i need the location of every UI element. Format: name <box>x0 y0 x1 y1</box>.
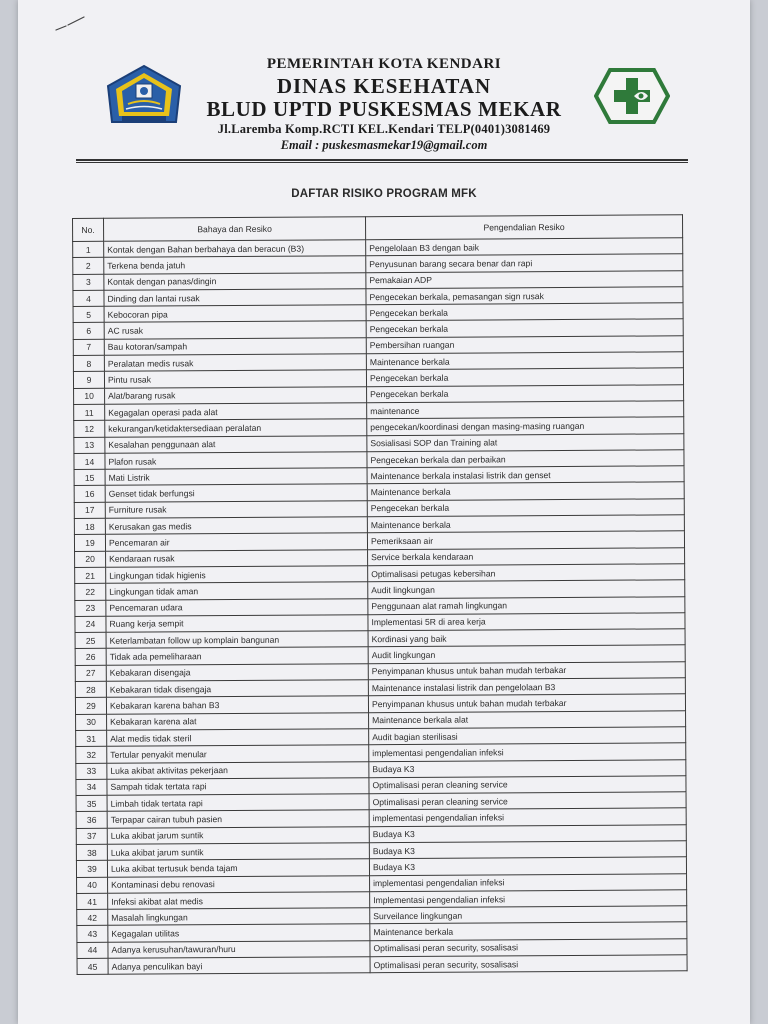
control-cell: Pengecekan berkala <box>366 319 683 337</box>
hazard-cell: Kebocoran pipa <box>104 305 366 323</box>
hazard-cell: Kontak dengan panas/dingin <box>104 272 366 290</box>
row-number: 38 <box>76 844 107 860</box>
row-number: 30 <box>76 714 107 730</box>
control-cell: Budaya K3 <box>369 841 686 859</box>
row-number: 26 <box>75 649 106 665</box>
control-cell: Maintenance berkala <box>366 352 683 370</box>
control-cell: Penyimpanan khusus untuk bahan mudah terbakar <box>368 694 685 712</box>
control-cell: Pengecekan berkala, pemasangan sign rusak <box>366 287 683 305</box>
hazard-cell: Terpapar cairan tubuh pasien <box>107 810 369 828</box>
control-cell: Maintenance berkala <box>367 515 684 533</box>
row-number: 24 <box>75 616 106 632</box>
control-cell: Audit lingkungan <box>368 645 685 663</box>
table-row <box>77 955 687 975</box>
control-cell: Implementasi pengendalian infeksi <box>370 890 687 908</box>
column-header-control: Pengendalian Resiko <box>365 215 682 240</box>
row-number: 5 <box>73 306 104 322</box>
row-number: 8 <box>73 355 104 371</box>
control-cell: Optimalisasi peran cleaning service <box>369 792 686 810</box>
control-cell: Maintenance berkala <box>367 482 684 500</box>
control-cell: Budaya K3 <box>369 824 686 842</box>
control-cell: Budaya K3 <box>369 759 686 777</box>
row-number: 32 <box>76 747 107 763</box>
row-number: 14 <box>74 453 105 469</box>
control-cell: Optimalisasi peran cleaning service <box>369 776 686 794</box>
hazard-cell: Tertular penyakit menular <box>107 745 369 763</box>
hazard-cell: Adanya kerusuhan/tawuran/huru <box>108 940 370 958</box>
control-cell: pengecekan/koordinasi dengan masing-masing ruangan <box>367 417 684 435</box>
hazard-cell: Kebakaran tidak disengaja <box>106 680 368 698</box>
row-number: 3 <box>73 274 104 290</box>
control-cell: Pemakaian ADP <box>366 270 683 288</box>
control-cell: Audit bagian sterilisasi <box>369 727 686 745</box>
control-cell: Maintenance instalasi listrik dan pengelolaan B3 <box>368 678 685 696</box>
hazard-cell: Kontaminasi debu renovasi <box>108 875 370 893</box>
row-number: 16 <box>74 486 105 502</box>
hazard-cell: Luka akibat tertusuk benda tajam <box>107 859 369 877</box>
document-title: DAFTAR RISIKO PROGRAM MFK <box>291 188 477 200</box>
puskesmas-logo-icon <box>594 68 670 124</box>
row-number: 15 <box>74 469 105 485</box>
control-cell: Surveilance lingkungan <box>370 906 687 924</box>
control-cell: Maintenance berkala <box>370 922 687 940</box>
hazard-cell: Lingkungan tidak aman <box>106 582 368 600</box>
hazard-cell: Furniture rusak <box>105 500 367 518</box>
control-cell: Maintenance berkala instalasi listrik dan genset <box>367 466 684 484</box>
row-number: 25 <box>75 632 106 648</box>
control-cell: implementasi pengendalian infeksi <box>369 743 686 761</box>
letterhead <box>18 0 750 170</box>
hazard-cell: Plafon rusak <box>105 452 367 470</box>
row-number: 39 <box>76 861 107 877</box>
hazard-cell: Kebakaran disengaja <box>106 663 368 681</box>
control-cell: Implementasi 5R di area kerja <box>368 613 685 631</box>
hazard-cell: Kebakaran karena alat <box>107 712 369 730</box>
hazard-cell: Kesalahan penggunaan alat <box>105 435 367 453</box>
hazard-cell: Masalah lingkungan <box>108 908 370 926</box>
row-number: 34 <box>76 779 107 795</box>
control-cell: Audit lingkungan <box>368 580 685 598</box>
row-number: 18 <box>74 518 105 534</box>
control-cell: Sosialisasi SOP dan Training alat <box>367 433 684 451</box>
row-number: 10 <box>74 388 105 404</box>
control-cell: Penyusunan barang secara benar dan rapi <box>366 254 683 272</box>
hazard-cell: Sampah tidak tertata rapi <box>107 777 369 795</box>
hazard-cell: Genset tidak berfungsi <box>105 484 367 502</box>
row-number: 29 <box>75 698 106 714</box>
document-paper <box>18 0 750 1024</box>
header-divider <box>76 159 688 163</box>
row-number: 12 <box>74 421 105 437</box>
hazard-cell: Adanya penculikan bayi <box>108 957 370 975</box>
control-cell: Penyimpanan khusus untuk bahan mudah terbakar <box>368 661 685 679</box>
hazard-cell: Kebakaran karena bahan B3 <box>106 696 368 714</box>
hazard-cell: Alat/barang rusak <box>105 386 367 404</box>
row-number: 31 <box>76 730 107 746</box>
hazard-cell: Alat medis tidak steril <box>107 729 369 747</box>
control-cell: Penggunaan alat ramah lingkungan <box>368 596 685 614</box>
hazard-cell: Keterlambatan follow up komplain bangunan <box>106 631 368 649</box>
hazard-cell: Peralatan medis rusak <box>104 354 366 372</box>
hazard-cell: Kerusakan gas medis <box>105 517 367 535</box>
control-cell: Pembersihan ruangan <box>366 336 683 354</box>
hazard-cell: Pintu rusak <box>104 370 366 388</box>
control-cell: Pengecekan berkala <box>367 499 684 517</box>
row-number: 43 <box>77 926 108 942</box>
hazard-cell: kekurangan/ketidaktersediaan peralatan <box>105 419 367 437</box>
control-cell: implementasi pengendalian infeksi <box>370 873 687 891</box>
hazard-cell: Pencemaran air <box>105 533 367 551</box>
row-number: 2 <box>73 258 104 274</box>
control-cell: Optimalisasi peran security, sosalisasi <box>370 955 687 973</box>
header-institution-line: BLUD UPTD PUSKESMAS MEKAR <box>206 97 562 121</box>
control-cell: Budaya K3 <box>369 857 686 875</box>
row-number: 19 <box>74 535 105 551</box>
hazard-cell: Kegagalan utilitas <box>108 924 370 942</box>
hazard-cell: Pencemaran udara <box>106 598 368 616</box>
row-number: 33 <box>76 763 107 779</box>
row-number: 1 <box>73 241 104 257</box>
hazard-cell: Luka akibat jarum suntik <box>107 843 369 861</box>
header-agency-line: DINAS KESEHATAN <box>276 74 492 98</box>
row-number: 28 <box>75 681 106 697</box>
risk-table <box>72 214 688 975</box>
row-number: 42 <box>77 909 108 925</box>
row-number: 27 <box>75 665 106 681</box>
control-cell: implementasi pengendalian infeksi <box>369 808 686 826</box>
control-cell: Optimalisasi petugas kebersihan <box>368 564 685 582</box>
control-cell: Service berkala kendaraan <box>368 547 685 565</box>
control-cell: Pengelolaan B3 dengan baik <box>366 238 683 256</box>
row-number: 37 <box>76 828 107 844</box>
control-cell: Maintenance berkala alat <box>369 710 686 728</box>
row-number: 6 <box>73 323 104 339</box>
column-header-no: No. <box>73 218 104 241</box>
row-number: 17 <box>74 502 105 518</box>
row-number: 22 <box>75 584 106 600</box>
row-number: 13 <box>74 437 105 453</box>
hazard-cell: Infeksi akibat alat medis <box>108 892 370 910</box>
control-cell: Pengecekan berkala <box>367 384 684 402</box>
header-email: Email : puskesmasmekar19@gmail.com <box>280 138 488 152</box>
control-cell: Kordinasi yang baik <box>368 629 685 647</box>
hazard-cell: Tidak ada pemeliharaan <box>106 647 368 665</box>
hazard-cell: AC rusak <box>104 321 366 339</box>
hazard-cell: Luka akibat jarum suntik <box>107 826 369 844</box>
control-cell: Optimalisasi peran security, sosalisasi <box>370 939 687 957</box>
row-number: 7 <box>73 339 104 355</box>
row-number: 45 <box>77 958 108 974</box>
hazard-cell: Luka akibat aktivitas pekerjaan <box>107 761 369 779</box>
header-address: Jl.Laremba Komp.RCTI KEL.Kendari TELP(0401)3081469 <box>217 122 551 136</box>
row-number: 44 <box>77 942 108 958</box>
control-cell: maintenance <box>367 401 684 419</box>
header-government-line: PEMERINTAH KOTA KENDARI <box>266 56 502 72</box>
row-number: 9 <box>73 372 104 388</box>
hazard-cell: Lingkungan tidak higienis <box>106 566 368 584</box>
hazard-cell: Kegagalan operasi pada alat <box>105 403 367 421</box>
row-number: 20 <box>75 551 106 567</box>
hazard-cell: Bau kotoran/sampah <box>104 337 366 355</box>
hazard-cell: Terkena benda jatuh <box>104 256 366 274</box>
control-cell: Pengecekan berkala dan perbaikan <box>367 450 684 468</box>
row-number: 40 <box>77 877 108 893</box>
control-cell: Pengecekan berkala <box>366 303 683 321</box>
control-cell: Pemeriksaan air <box>367 531 684 549</box>
control-cell: Pengecekan berkala <box>366 368 683 386</box>
row-number: 23 <box>75 600 106 616</box>
hazard-cell: Limbah tidak tertata rapi <box>107 794 369 812</box>
hazard-cell: Mati Listrik <box>105 468 367 486</box>
row-number: 4 <box>73 290 104 306</box>
row-number: 36 <box>76 812 107 828</box>
hazard-cell: Ruang kerja sempit <box>106 615 368 633</box>
hazard-cell: Kendaraan rusak <box>106 549 368 567</box>
risk-table-body <box>73 238 687 975</box>
column-header-hazard: Bahaya dan Resiko <box>104 217 366 242</box>
row-number: 41 <box>77 893 108 909</box>
hazard-cell: Dinding dan lantai rusak <box>104 289 366 307</box>
hazard-cell: Kontak dengan Bahan berbahaya dan beracun (B3) <box>104 240 366 258</box>
row-number: 21 <box>75 567 106 583</box>
row-number: 35 <box>76 795 107 811</box>
row-number: 11 <box>74 404 105 420</box>
